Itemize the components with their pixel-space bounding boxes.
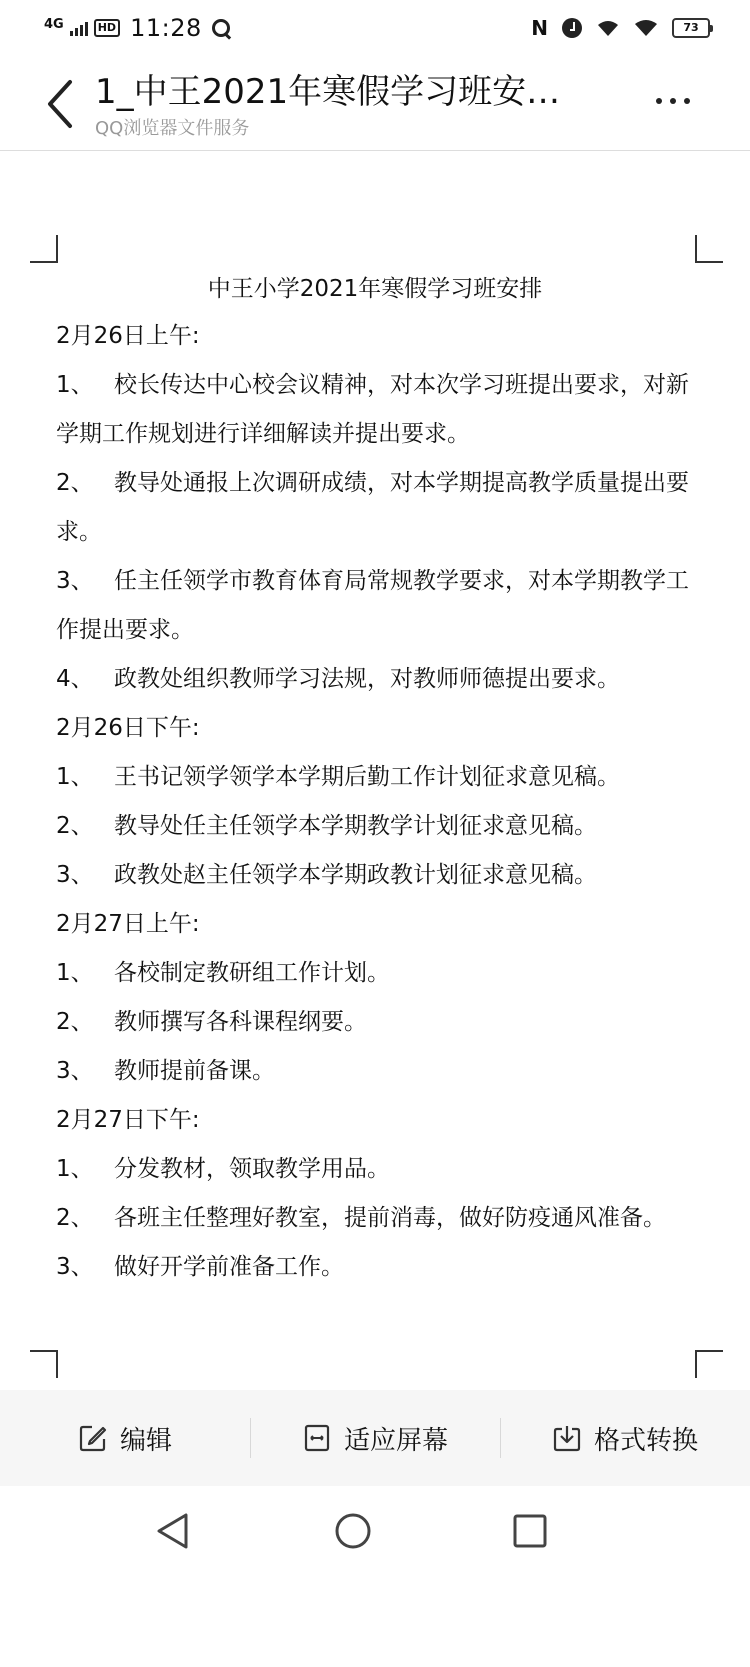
item-number: 1、 [56,1156,94,1182]
system-nav-bar [0,1486,750,1667]
back-button[interactable] [38,68,88,138]
fit-screen-label: 适应屏幕 [343,1425,448,1456]
signal-icon [70,20,88,36]
item-number: 2、 [56,470,94,496]
edit-icon [78,1423,108,1453]
item-text: 政教处赵主任领学本学期政教计划征求意见稿。 [114,862,597,888]
fit-screen-icon [302,1423,332,1453]
item-number: 1、 [56,764,94,790]
download-convert-icon [552,1423,582,1453]
page-corner-mark [695,235,723,263]
item-number: 2、 [56,1205,94,1231]
battery-icon: 73 [672,18,710,38]
document-heading: 中王小学2021年寒假学习班安排 [207,276,543,302]
fit-screen-button[interactable] [250,1390,500,1486]
list-item [56,557,708,655]
status-left [44,14,230,42]
item-text: 教导处任主任领学本学期教学计划征求意见稿。 [114,813,597,839]
item-number: 2、 [56,1009,94,1035]
page-corner-mark [30,1350,58,1378]
clock-time: 11:28 [130,14,202,42]
item-text: 任主任领学市教育体育局常规教学要求，对本学期教学工作提出要求。 [56,568,689,643]
edit-button[interactable] [0,1390,250,1486]
status-right [531,16,710,40]
item-text: 做好开学前准备工作。 [114,1254,344,1280]
nav-recent-button[interactable] [505,1506,555,1556]
list-item [56,949,708,998]
section-title: 2月27日上午: [56,911,200,937]
item-text: 分发教材，领取教学用品。 [114,1156,390,1182]
page-corner-mark [30,235,58,263]
item-text: 教师提前备课。 [114,1058,275,1084]
list-item [56,1145,708,1194]
item-text: 各校制定教研组工作计划。 [114,960,390,986]
bottom-toolbar [0,1390,750,1486]
item-number: 1、 [56,960,94,986]
item-text: 政教处组织教师学习法规，对教师师德提出要求。 [114,666,620,692]
hd-badge: HD [94,19,120,37]
document-title: 1_中王2021年寒假学习班安… [95,72,561,112]
item-text: 校长传达中心校会议精神，对本次学习班提出要求，对新学期工作规划进行详细解读并提出要求。 [56,372,689,447]
list-item [56,802,708,851]
item-number: 3、 [56,1254,94,1280]
document-source: QQ浏览器文件服务 [95,118,250,139]
alarm-icon [562,18,582,38]
page-corner-mark [695,1350,723,1378]
item-number: 4、 [56,666,94,692]
section-title: 2月26日上午: [56,323,200,349]
list-item [56,1047,708,1096]
triangle-back-icon [148,1506,198,1556]
list-item [56,753,708,802]
format-convert-label: 格式转换 [593,1425,698,1456]
item-number: 3、 [56,862,94,888]
item-number: 3、 [56,568,94,594]
chevron-left-icon [38,68,88,138]
edit-label: 编辑 [119,1425,172,1456]
browser-notification-icon [212,19,230,37]
item-number: 1、 [56,372,94,398]
list-item [56,1194,708,1243]
item-text: 教导处通报上次调研成绩，对本学期提高教学质量提出要求。 [56,470,689,545]
item-number: 2、 [56,813,94,839]
item-text: 各班主任整理好教室，提前消毒，做好防疫通风准备。 [114,1205,666,1231]
nav-home-button[interactable] [328,1506,378,1556]
list-item [56,851,708,900]
list-item [56,655,708,704]
list-item [56,361,708,459]
item-number: 3、 [56,1058,94,1084]
list-item [56,998,708,1047]
network-type: 4G [44,16,64,32]
item-text: 教师撰写各科课程纲要。 [114,1009,367,1035]
square-recent-icon [505,1506,555,1556]
more-button[interactable] [656,98,690,104]
format-convert-button[interactable] [500,1390,750,1486]
more-dots-icon [656,98,662,104]
status-bar [0,0,750,58]
wifi-hotspot-icon [596,18,620,38]
title-bar [0,58,750,151]
circle-home-icon [328,1506,378,1556]
document-viewer[interactable] [0,150,750,1390]
list-item [56,1243,708,1292]
section-title: 2月27日下午: [56,1107,200,1133]
wifi-icon [634,18,658,38]
section-title: 2月26日下午: [56,715,200,741]
item-text: 王书记领学领学本学期后勤工作计划征求意见稿。 [114,764,620,790]
document-body [56,312,708,1292]
list-item [56,459,708,557]
nfc-icon: N [531,16,548,40]
nav-back-button[interactable] [148,1506,198,1556]
